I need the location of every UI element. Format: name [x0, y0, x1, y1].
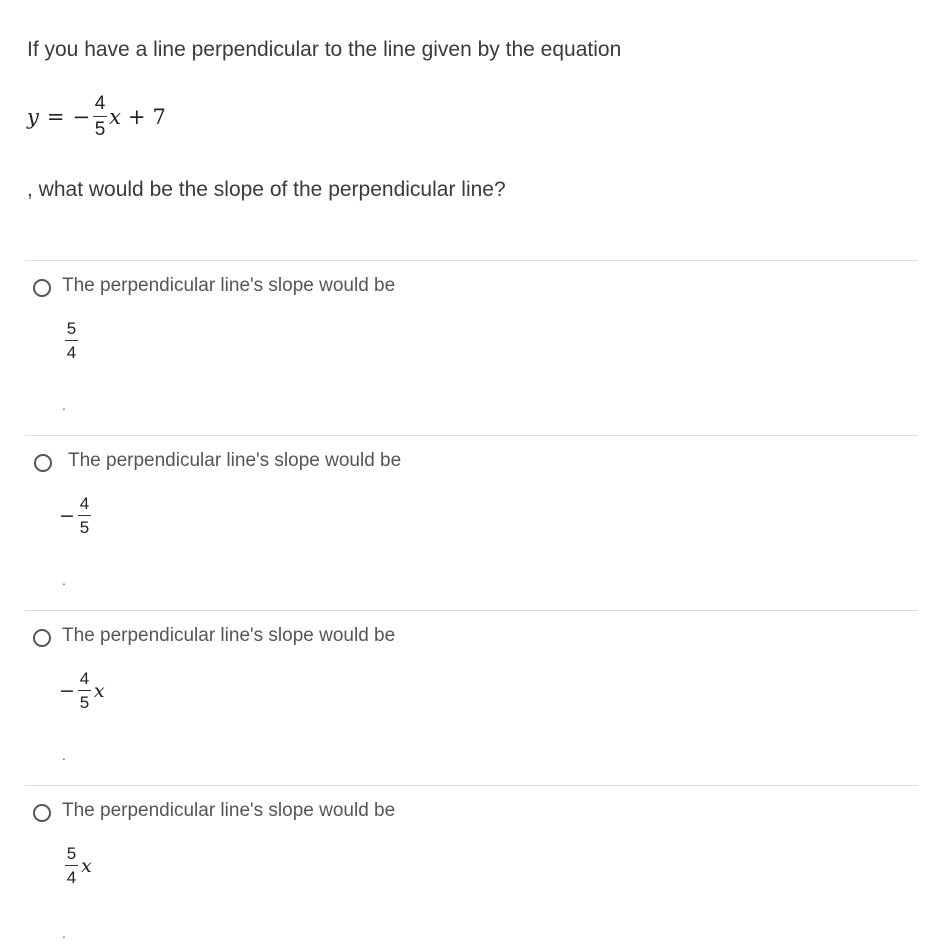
option-period: . — [62, 397, 66, 413]
radio-button[interactable] — [33, 629, 51, 647]
divider — [25, 260, 918, 261]
fraction-bar — [65, 340, 78, 341]
fraction-bar — [93, 116, 107, 117]
question-equation — [27, 94, 166, 139]
option-numerator: 5 — [66, 319, 77, 338]
option-label: The perpendicular line's slope would be — [62, 800, 396, 821]
equation-variable: x — [109, 104, 121, 129]
fraction-bar — [65, 865, 78, 866]
option-fraction — [65, 845, 78, 886]
option-label: The perpendicular line's slope would be — [68, 450, 402, 471]
option-period: . — [62, 747, 66, 763]
answer-option-2[interactable] — [25, 437, 918, 609]
equation-equals: = — [46, 104, 65, 129]
answer-option-4[interactable] — [25, 787, 918, 942]
equation-sign: − — [72, 104, 91, 129]
option-denominator: 4 — [66, 868, 77, 887]
option-numerator: 4 — [79, 669, 90, 688]
option-numerator: 4 — [79, 494, 90, 513]
answer-option-3[interactable] — [25, 612, 918, 784]
radio-button[interactable] — [33, 804, 51, 822]
divider — [25, 435, 918, 436]
option-math — [64, 320, 79, 361]
option-fraction — [78, 495, 91, 536]
equation-lhs: y — [27, 104, 39, 129]
option-denominator: 4 — [66, 343, 77, 362]
question-follow: , what would be the slope of the perpendicular line? — [27, 178, 506, 201]
option-denominator: 5 — [79, 518, 90, 537]
option-variable: x — [81, 854, 92, 877]
equation-denominator: 5 — [94, 119, 106, 140]
option-math — [59, 670, 105, 711]
option-fraction — [78, 670, 91, 711]
equation-fraction — [93, 94, 107, 139]
answer-option-1[interactable] — [25, 262, 918, 434]
option-math — [64, 845, 92, 886]
divider — [25, 610, 918, 611]
option-sign: − — [59, 679, 75, 702]
option-period: . — [62, 572, 66, 588]
equation-constant: 7 — [152, 104, 166, 129]
option-variable: x — [93, 679, 105, 702]
equation-plus: + — [127, 104, 146, 129]
option-math — [59, 495, 92, 536]
divider — [25, 785, 918, 786]
option-numerator: 5 — [66, 844, 77, 863]
radio-button[interactable] — [34, 454, 52, 472]
option-label: The perpendicular line's slope would be — [62, 275, 396, 296]
equation-numerator: 4 — [94, 93, 106, 114]
radio-button[interactable] — [33, 279, 51, 297]
option-period: . — [62, 925, 66, 941]
option-sign: − — [59, 504, 75, 527]
option-label: The perpendicular line's slope would be — [62, 625, 396, 646]
question-intro: If you have a line perpendicular to the line given by the equation — [27, 38, 622, 61]
option-fraction — [65, 320, 78, 361]
fraction-bar — [78, 515, 91, 516]
fraction-bar — [78, 690, 91, 691]
option-denominator: 5 — [79, 693, 90, 712]
